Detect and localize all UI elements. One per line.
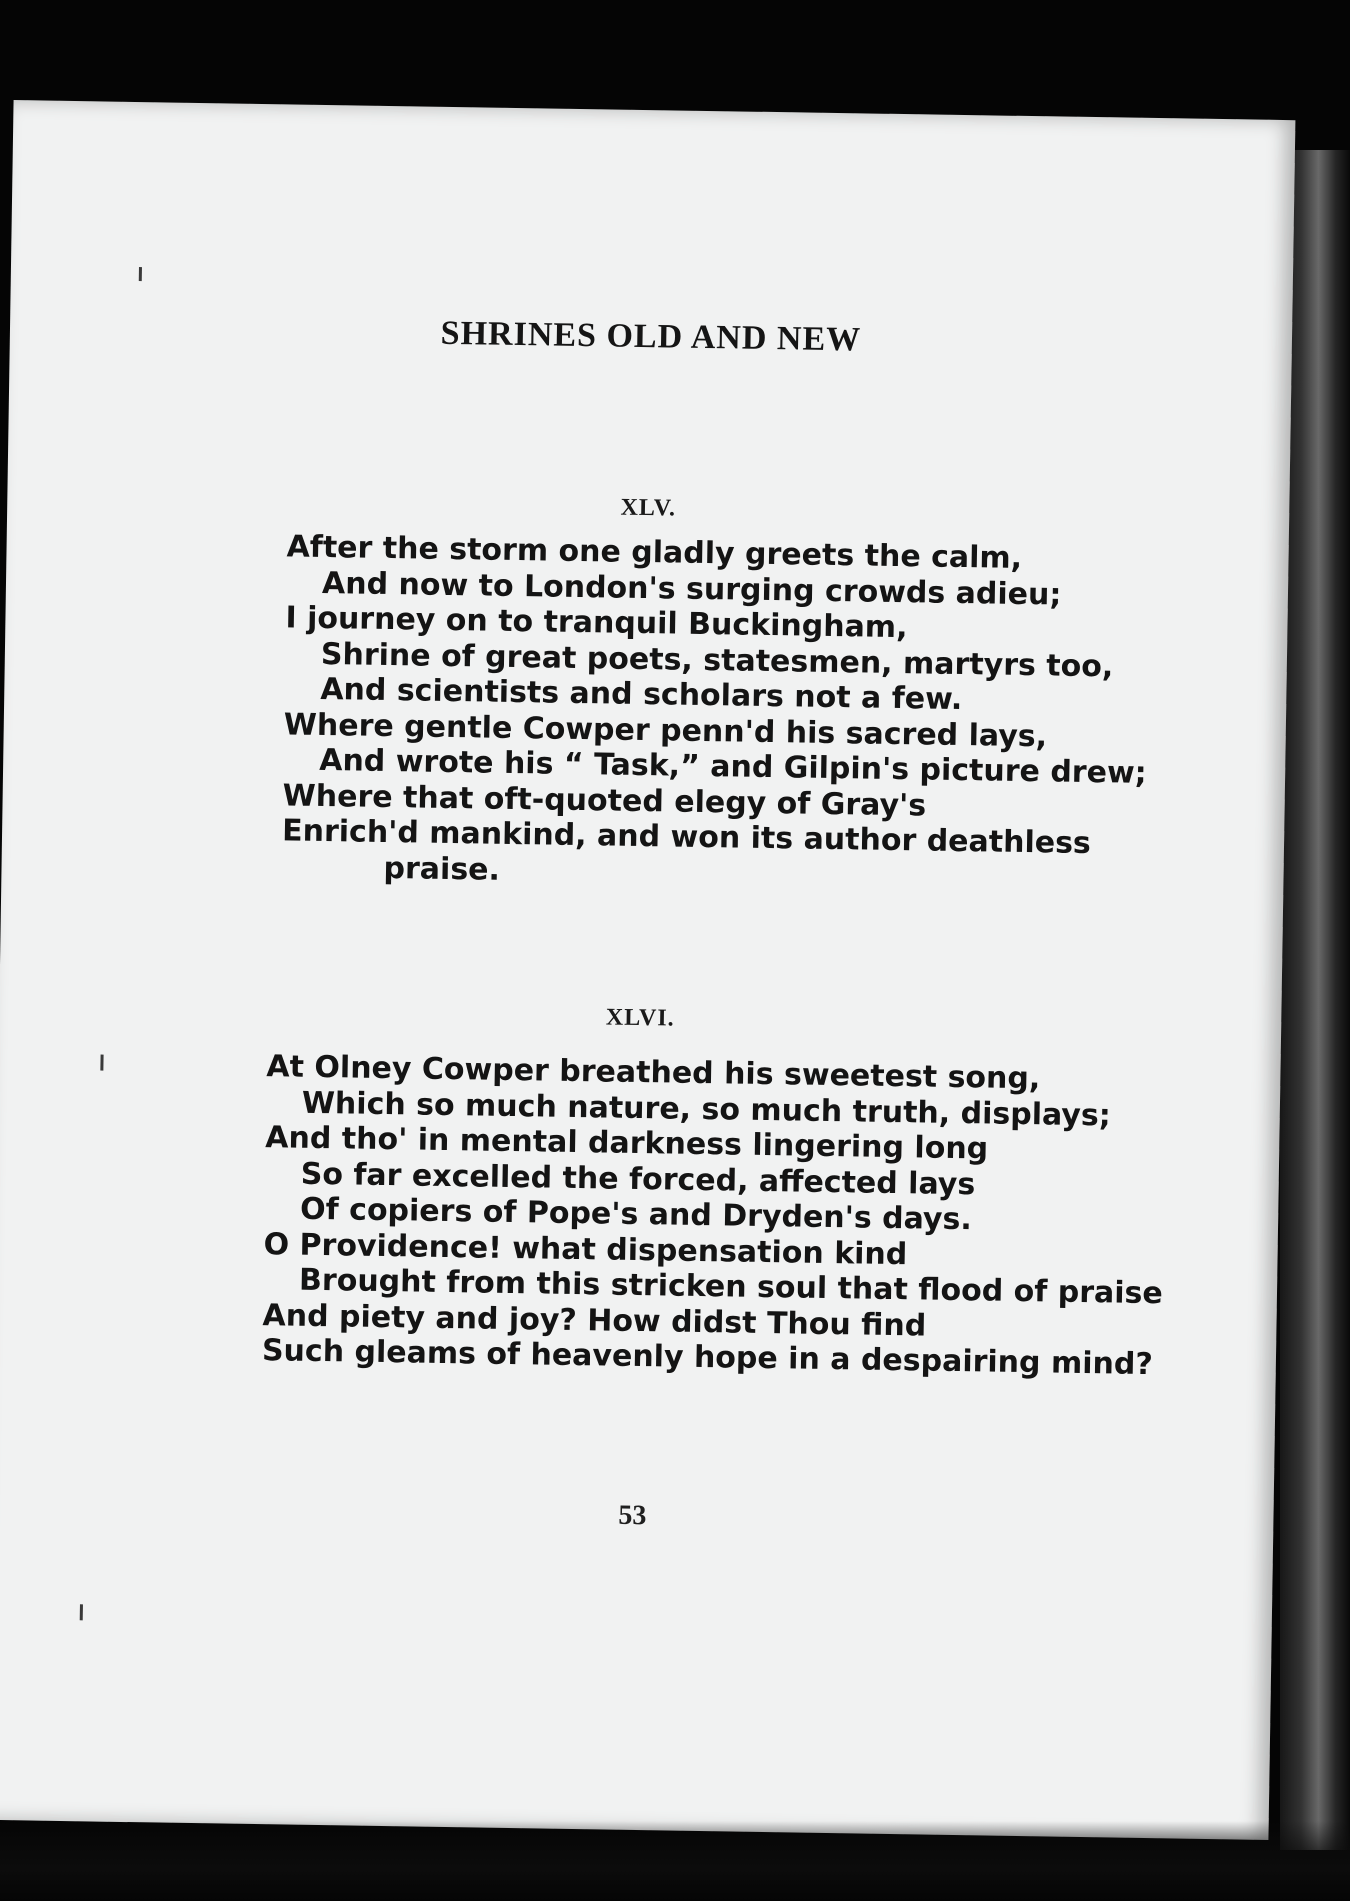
verse-line: Brought from this stricken soul that flood of praise [298,1262,1164,1312]
verse-line: So far excelled the forced, affected lays [300,1156,976,1202]
verse-line: At Olney Cowper breathed his sweetest song, [266,1049,1041,1097]
verse-line: Which so much nature, so much truth, displays; [301,1085,1112,1133]
margin-speck [100,1055,103,1071]
bottom-shadow [0,1821,1350,1901]
stanza-numeral: XLVI. [605,1004,675,1032]
verse-line: I journey on to tranquil Buckingham, [285,600,908,646]
stanza-xlv [281,529,1147,896]
verse-line: And wrote his “ Task,” and Gilpin's picture drew; [318,742,1147,791]
verse-line: After the storm one gladly greets the calm, [286,529,1023,576]
stanza-numeral: XLV. [620,494,677,522]
verse-line: Enrich'd mankind, and won its author deathless [281,813,1092,862]
page-number: 53 [618,1499,647,1532]
verse-line: O Providence! what dispensation kind [263,1226,908,1272]
verse-line: Of copiers of Pope's and Dryden's days. [299,1191,973,1238]
verse-line: praise. [383,850,501,888]
book-page [0,100,1295,1840]
verse-line: Where gentle Cowper penn'd his sacred lays, [283,706,1048,754]
verse-line: And now to London's surging crowds adieu; [321,565,1062,613]
margin-speck [139,267,142,281]
verse-line: Such gleams of heavenly hope in a despairing mind? [261,1333,1154,1383]
verse-line: Shrine of great poets, statesmen, martyrs too, [320,636,1114,684]
verse-line: Where that oft-quoted elegy of Gray's [282,777,927,823]
verse-line: And tho' in mental darkness lingering long [265,1120,989,1167]
verse-line: And scientists and scholars not a few. [320,671,963,718]
margin-speck [80,1604,83,1620]
running-head: SHRINES OLD AND NEW [440,314,862,359]
verse-line: And piety and joy? How didst Thou find [262,1297,927,1344]
stanza-xlvi [261,1049,1164,1383]
